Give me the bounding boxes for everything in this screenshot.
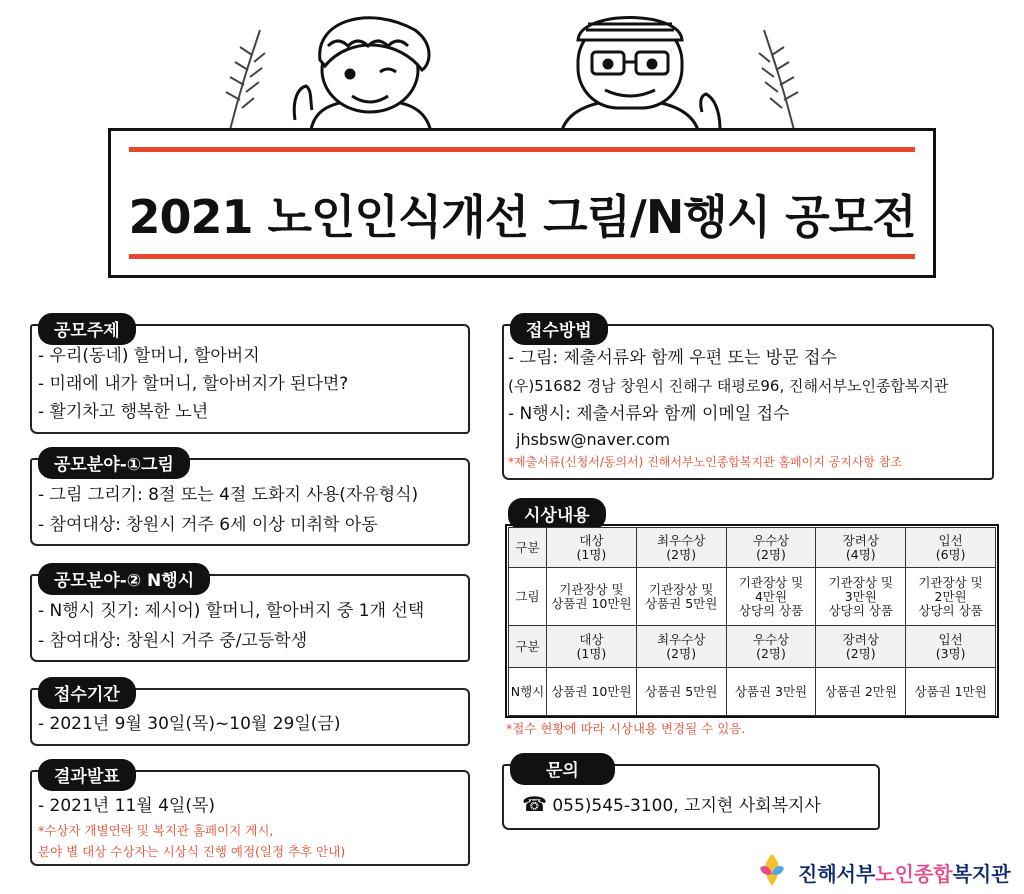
cell-text: 대상 xyxy=(579,532,604,548)
awards-h1-cell xyxy=(636,528,726,568)
cell-text: 우수상 xyxy=(752,631,790,647)
awards-r2-cell: 상품권 5만원 xyxy=(636,668,726,716)
awards-h2-cell xyxy=(636,626,726,668)
elderly-couple-illustration xyxy=(200,0,824,140)
cell-text: (4명) xyxy=(845,546,876,562)
logo-text-part3: 복지관 xyxy=(952,862,1011,886)
welfare-center-logo xyxy=(752,850,1014,890)
cell-text: (2명) xyxy=(756,645,786,661)
cell-text: (2명) xyxy=(666,546,697,562)
awards-r2-cell: 상품권 1만원 xyxy=(906,668,996,716)
cell-text: (2명) xyxy=(666,645,697,661)
banner-top-stripe xyxy=(129,147,915,152)
cell-text: 입선 xyxy=(938,631,963,647)
cell-text: (1명) xyxy=(576,645,607,661)
field2-label: 공모분야-② N행시 xyxy=(38,563,210,595)
logo-text xyxy=(798,858,1011,887)
logo-mark-icon xyxy=(752,850,792,890)
theme-line-2: - 미래에 내가 할머니, 할아버지가 된다면? xyxy=(38,374,349,394)
awards-note: *접수 현황에 따라 시상내용 변경될 수 있음. xyxy=(506,721,746,736)
cell-text: 입선 xyxy=(938,532,963,548)
theme-line-3: - 활기차고 행복한 노년 xyxy=(38,402,209,422)
contact-box xyxy=(502,761,880,830)
cell-text: 기관장상 및 xyxy=(738,574,804,590)
period-line-1: - 2021년 9월 30일(목)~10월 29일(금) xyxy=(38,714,341,734)
theme-label: 공모주제 xyxy=(38,313,136,345)
awards-r2-cell: 상품권 2만원 xyxy=(816,668,906,716)
title-banner xyxy=(108,128,936,278)
page-title: 2021 노인인식개선 그림/N행시 공모전 xyxy=(128,190,916,244)
cell-text: 장려상 xyxy=(842,631,879,647)
period-label: 접수기간 xyxy=(38,677,136,709)
period-box xyxy=(30,685,470,746)
awards-header-row-2 xyxy=(509,626,996,668)
submit-line-3: - N행시: 제출서류와 함께 이메일 접수 xyxy=(508,404,790,424)
awards-r2-cell: 상품권 10만원 xyxy=(547,668,637,716)
logo-text-part2: 노인종합 xyxy=(875,862,953,886)
cell-text: 기관장상 및 xyxy=(559,581,624,597)
cell-text: 2만원 xyxy=(934,588,967,604)
theme-box xyxy=(30,321,470,434)
submit-box xyxy=(502,321,994,480)
telephone-icon: ☎ xyxy=(522,792,547,816)
submit-line-1: - 그림: 제출서류와 함께 우편 또는 방문 접수 xyxy=(508,348,837,368)
awards-h2-cell xyxy=(509,626,547,668)
awards-r1-cell xyxy=(547,568,637,626)
field1-box xyxy=(30,455,470,546)
awards-h2-cell xyxy=(547,626,637,668)
banner-bottom-stripe xyxy=(129,254,915,259)
awards-header-row-1 xyxy=(509,528,996,568)
awards-r2-cell: N행시 xyxy=(509,668,547,716)
awards-h2-cell xyxy=(726,626,816,668)
cell-text: (2명) xyxy=(756,546,786,562)
cell-text: 4만원 xyxy=(754,588,788,604)
awards-h1-cell xyxy=(726,528,816,568)
theme-line-1: - 우리(동네) 할머니, 할아버지 xyxy=(38,346,260,366)
result-note-2: 분야 별 대상 수상자는 시상식 진행 예정(일정 추후 안내) xyxy=(38,844,346,859)
result-label: 결과발표 xyxy=(38,759,136,791)
logo-text-part1: 진해서부 xyxy=(798,862,876,886)
awards-r1-cell xyxy=(906,568,996,626)
awards-r1-cell xyxy=(816,568,906,626)
cell-text: 기관장상 및 xyxy=(828,574,893,590)
awards-r2-cell: 상품권 3만원 xyxy=(726,668,816,716)
contact-text: 055)545-3100, 고지현 사회복지사 xyxy=(552,796,821,816)
result-box xyxy=(30,767,470,866)
cell-text: 상당의 상품 xyxy=(828,602,893,618)
awards-h1-cell xyxy=(816,528,906,568)
awards-row-drawing xyxy=(509,568,996,626)
contact-line xyxy=(522,790,872,820)
cell-text: 상품권 5만원 xyxy=(645,595,718,611)
cell-text: 대상 xyxy=(579,631,604,647)
awards-table xyxy=(508,527,996,716)
awards-label: 시상내용 xyxy=(508,498,606,530)
cell-text: 우수상 xyxy=(752,532,790,548)
awards-h1-cell xyxy=(509,528,547,568)
cell-text: (2명) xyxy=(845,645,876,661)
cell-text: (1명) xyxy=(576,546,607,562)
contact-label: 문의 xyxy=(510,753,615,785)
field2-box xyxy=(30,571,470,662)
field1-line-1: - 그림 그리기: 8절 또는 4절 도화지 사용(자유형식) xyxy=(38,485,419,505)
submit-line-2: (우)51682 경남 창원시 진해구 태평로96, 진해서부노인종합복지관 xyxy=(508,377,949,395)
cell-text: 3만원 xyxy=(844,588,877,604)
cell-text: 장려상 xyxy=(842,532,879,548)
field1-line-2: - 참여대상: 창원시 거주 6세 이상 미취학 아동 xyxy=(38,515,378,535)
field2-line-2: - 참여대상: 창원시 거주 중/고등학생 xyxy=(38,631,308,651)
result-note-1: *수상자 개별연락 및 복지관 홈페이지 게시, xyxy=(38,823,274,838)
cell-text: 최우수상 xyxy=(657,631,706,647)
cell-text: (6명) xyxy=(935,546,966,562)
awards-h2-cell xyxy=(816,626,906,668)
cell-text: (3명) xyxy=(935,645,966,661)
submit-email: jhsbsw@naver.com xyxy=(516,430,671,449)
cell-text: 그림 xyxy=(515,588,540,604)
cell-text: 상당의 상품 xyxy=(738,602,804,618)
submit-label: 접수방법 xyxy=(510,313,608,345)
cell-text: 상당의 상품 xyxy=(918,602,983,618)
awards-h1-cell xyxy=(547,528,637,568)
cell-text: 구분 xyxy=(515,638,540,654)
field2-line-1: - N행시 짓기: 제시어) 할머니, 할아버지 중 1개 선택 xyxy=(38,601,425,621)
awards-h1-cell xyxy=(906,528,996,568)
awards-h2-cell xyxy=(906,626,996,668)
awards-r1-cell xyxy=(636,568,726,626)
field1-label: 공모분야-①그림 xyxy=(38,447,190,479)
awards-row-n-poem xyxy=(509,668,996,716)
awards-r1-cell xyxy=(726,568,816,626)
cell-text: 최우수상 xyxy=(657,532,706,548)
cell-text: 상품권 10만원 xyxy=(551,595,632,611)
cell-text: 구분 xyxy=(515,539,540,555)
awards-r1-cell xyxy=(509,568,547,626)
cell-text: 기관장상 및 xyxy=(649,581,714,597)
submit-note: *제출서류(신청서/동의서) 진해서부노인종합복지관 홈페이지 공지사항 참조 xyxy=(508,455,903,469)
cell-text: 기관장상 및 xyxy=(918,574,983,590)
result-line-1: - 2021년 11월 4일(목) xyxy=(38,796,216,816)
